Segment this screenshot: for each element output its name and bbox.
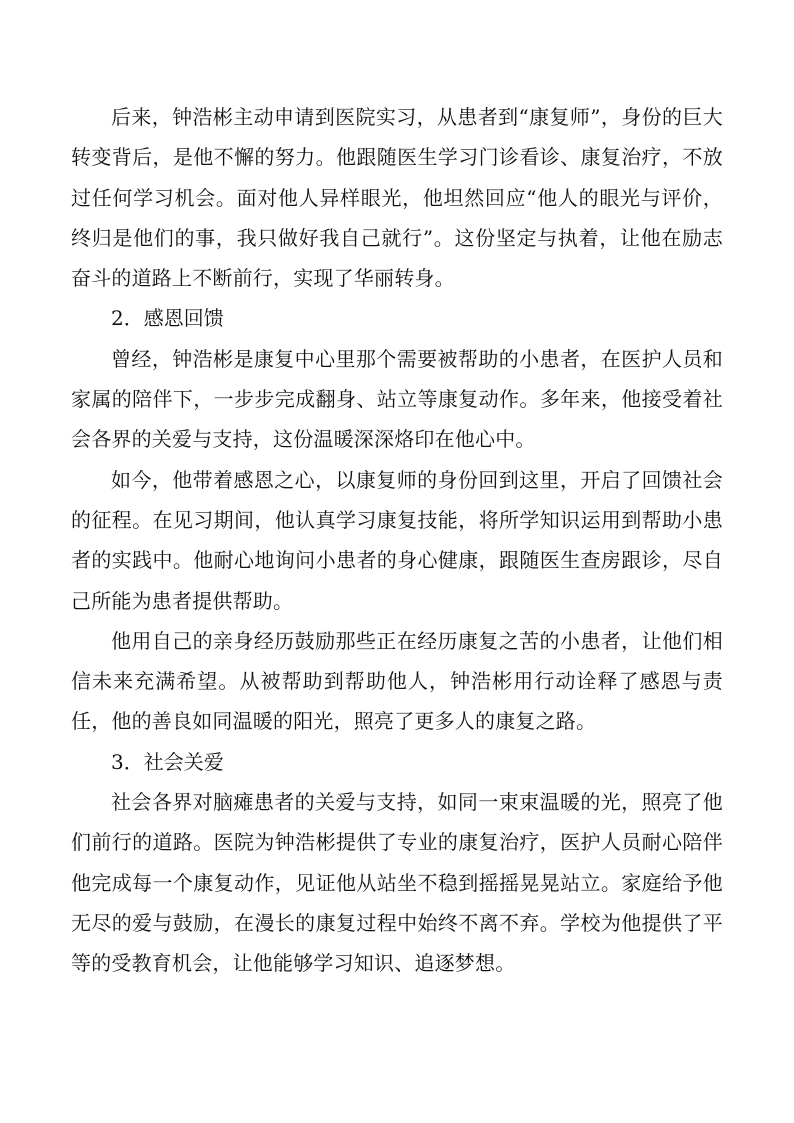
paragraph-return-as-therapist: 如今，他带着感恩之心，以康复师的身份回到这里，开启了回馈社会的征程。在见习期间，他认真学习康复技能，将所学知识运用到帮助小患者的实践中。他耐心地询问小患者的身心健康，跟随医生查房跟诊，尽自己所能为患者提供帮助。: [71, 467, 723, 613]
section-heading-social-care: 3．社会关爱: [111, 749, 224, 774]
document-body: [71, 97, 723, 984]
paragraph-encouragement: 他用自己的亲身经历鼓励那些正在经历康复之苦的小患者，让他们相信未来充满希望。从被帮助到帮助他人，钟浩彬用行动诠释了感恩与责任，他的善良如同温暖的阳光，照亮了更多人的康复之路。: [71, 628, 723, 734]
paragraph-past-patient: 曾经，钟浩彬是康复中心里那个需要被帮助的小患者，在医护人员和家属的陪伴下，一步步完成翻身、站立等康复动作。多年来，他接受着社会各界的关爱与支持，这份温暖深深烙印在他心中。: [71, 346, 723, 452]
paragraph-internship: 后来，钟浩彬主动申请到医院实习，从患者到“康复师”，身份的巨大转变背后，是他不懈的努力。他跟随医生学习门诊看诊、康复治疗，不放过任何学习机会。面对他人异样眼光，他坦然回应“他人的眼光与评价，终归是他们的事，我只做好我自己就行”。这份坚定与执着，让他在励志奋斗的道路上不断前行，实现了华丽转身。: [71, 105, 723, 291]
paragraph-social-support: 社会各界对脑瘫患者的关爱与支持，如同一束束温暖的光，照亮了他们前行的道路。医院为钟浩彬提供了专业的康复治疗，医护人员耐心陪伴他完成每一个康复动作，见证他从站坐不稳到摇摇晃晃站立。家庭给予他无尽的爱与鼓励，在漫长的康复过程中始终不离不弃。学校为他提供了平等的受教育机会，让他能够学习知识、追逐梦想。: [71, 790, 723, 976]
section-heading-gratitude: 2．感恩回馈: [111, 306, 224, 331]
